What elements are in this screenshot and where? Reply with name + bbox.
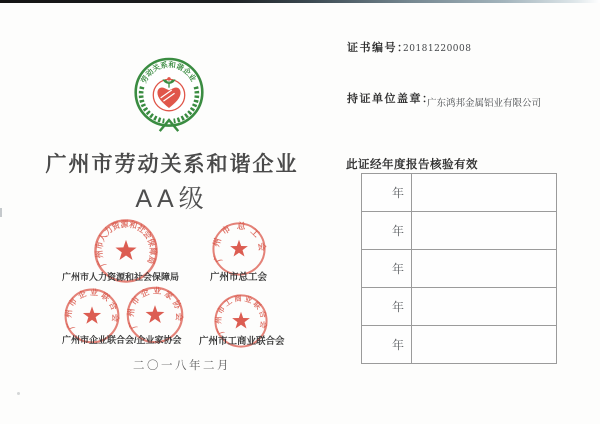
annual-verification-note: 此证经年度报告核验有效 — [346, 159, 478, 171]
issuer-label-industry-commerce: 广州市工商业联合会 — [199, 336, 285, 347]
holder-company-name: 广东鸿邦金属铝业有限公司 — [427, 98, 542, 109]
verification-blank-cell — [412, 288, 556, 325]
certificate-number-value: 20181220008 — [403, 44, 472, 54]
table-row — [362, 250, 556, 288]
certificate-number-label: 证书编号： — [347, 42, 410, 54]
sprout-bud — [167, 77, 171, 81]
table-row — [362, 212, 556, 250]
issuer-label-hr-bureau: 广州市人力资源和社会保障局 — [62, 272, 180, 282]
year-cell: 年 — [362, 326, 412, 363]
issuer-label-enterprise-associations: 广州市企业联合会/企业家协会 — [62, 335, 182, 345]
seal-star-icon — [230, 240, 248, 257]
seal-star-icon — [115, 240, 136, 260]
year-cell: 年 — [362, 288, 412, 325]
year-cell: 年 — [362, 250, 412, 287]
annual-verification-table — [361, 173, 557, 364]
seal-curved-text: 广州市企业家协会 — [126, 286, 184, 331]
scan-edge-artifact-bottom — [17, 392, 20, 395]
verification-blank-cell — [412, 212, 556, 249]
issuer-label-trade-unions: 广州市总工会 — [210, 272, 268, 283]
verification-blank-cell — [412, 250, 556, 287]
seal-curved-text: 广州市企业联合会 — [63, 287, 121, 332]
certificate-grade: AA级 — [135, 185, 209, 213]
year-cell: 年 — [362, 174, 412, 211]
certificate-title — [22, 148, 322, 178]
holder-seal-label: 持证单位盖章： — [347, 93, 435, 105]
seal-curved-text: 广州市工商业联合会 — [213, 293, 269, 336]
seal-curved-text: 广州市总工会 — [210, 220, 268, 264]
scan-edge-artifact-left — [0, 208, 2, 217]
verification-blank-cell — [412, 174, 556, 211]
harmonious-enterprise-emblem-icon — [132, 55, 206, 137]
verification-blank-cell — [412, 326, 556, 363]
table-row — [362, 174, 556, 212]
seal-star-icon — [146, 305, 165, 323]
emblem-ring-text: 劳动关系和谐企业 — [139, 60, 199, 85]
year-cell: 年 — [362, 212, 412, 249]
seal-star-icon — [232, 312, 250, 329]
seal-curved-text: 广州市人力资源和社会保障局 — [93, 218, 159, 269]
issue-date: 二〇一八年二月 — [133, 360, 231, 372]
table-row — [362, 288, 556, 326]
scan-edge-artifact-top — [0, 0, 600, 3]
certificate-title-line1: 广州市劳动关系和谐企业 — [45, 153, 299, 176]
seal-star-icon — [83, 306, 101, 323]
table-row — [362, 326, 556, 363]
